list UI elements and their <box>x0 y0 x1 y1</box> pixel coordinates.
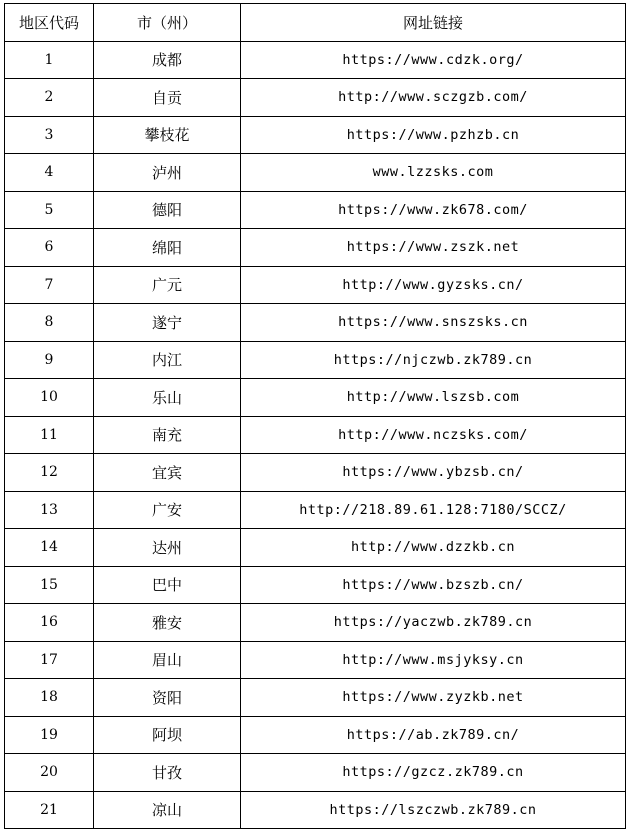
header-url: 网址链接 <box>241 4 626 42</box>
city-name-cell: 达州 <box>94 529 241 567</box>
region-code-cell: 18 <box>5 679 94 717</box>
table-row <box>5 529 626 567</box>
region-code-cell: 9 <box>5 341 94 379</box>
website-url-link[interactable]: http://www.msjyksy.cn <box>241 641 626 679</box>
region-code-cell: 4 <box>5 154 94 192</box>
region-code-cell: 8 <box>5 304 94 342</box>
region-code-cell: 15 <box>5 566 94 604</box>
city-name-cell: 广元 <box>94 266 241 304</box>
website-url-link[interactable]: http://www.nczsks.com/ <box>241 416 626 454</box>
website-url-link[interactable]: http://www.lszsb.com <box>241 379 626 417</box>
region-code-cell: 16 <box>5 604 94 642</box>
website-url-link[interactable]: https://gzcz.zk789.cn <box>241 754 626 792</box>
table-row <box>5 566 626 604</box>
table-row <box>5 341 626 379</box>
table-row <box>5 379 626 417</box>
website-url-link[interactable]: http://www.gyzsks.cn/ <box>241 266 626 304</box>
region-code-cell: 10 <box>5 379 94 417</box>
table-row <box>5 116 626 154</box>
table-row <box>5 229 626 267</box>
city-name-cell: 绵阳 <box>94 229 241 267</box>
region-url-table <box>4 3 626 829</box>
table-row <box>5 266 626 304</box>
city-name-cell: 巴中 <box>94 566 241 604</box>
city-name-cell: 自贡 <box>94 79 241 117</box>
table-row <box>5 416 626 454</box>
region-code-cell: 20 <box>5 754 94 792</box>
table-row <box>5 79 626 117</box>
table-row <box>5 754 626 792</box>
table-row <box>5 791 626 829</box>
website-url-link[interactable]: http://218.89.61.128:7180/SCCZ/ <box>241 491 626 529</box>
region-code-cell: 13 <box>5 491 94 529</box>
region-code-cell: 2 <box>5 79 94 117</box>
website-url-link[interactable]: https://ab.zk789.cn/ <box>241 716 626 754</box>
table-body <box>5 41 626 829</box>
city-name-cell: 眉山 <box>94 641 241 679</box>
website-url-link[interactable]: https://www.cdzk.org/ <box>241 41 626 79</box>
website-url-link[interactable]: https://www.zszk.net <box>241 229 626 267</box>
region-code-cell: 5 <box>5 191 94 229</box>
city-name-cell: 德阳 <box>94 191 241 229</box>
table-row <box>5 454 626 492</box>
table-row <box>5 604 626 642</box>
city-name-cell: 乐山 <box>94 379 241 417</box>
table-row <box>5 491 626 529</box>
region-code-cell: 3 <box>5 116 94 154</box>
city-name-cell: 泸州 <box>94 154 241 192</box>
website-url-link[interactable]: https://yaczwb.zk789.cn <box>241 604 626 642</box>
website-url-link[interactable]: https://www.ybzsb.cn/ <box>241 454 626 492</box>
website-url-link[interactable]: http://www.sczgzb.com/ <box>241 79 626 117</box>
table-row <box>5 191 626 229</box>
region-code-cell: 12 <box>5 454 94 492</box>
table-row <box>5 716 626 754</box>
city-name-cell: 资阳 <box>94 679 241 717</box>
city-name-cell: 遂宁 <box>94 304 241 342</box>
website-url-link[interactable]: https://www.bzszb.cn/ <box>241 566 626 604</box>
region-code-cell: 6 <box>5 229 94 267</box>
table-row <box>5 154 626 192</box>
region-code-cell: 11 <box>5 416 94 454</box>
city-name-cell: 成都 <box>94 41 241 79</box>
city-name-cell: 攀枝花 <box>94 116 241 154</box>
table-row <box>5 41 626 79</box>
table-row <box>5 679 626 717</box>
table-row <box>5 641 626 679</box>
city-name-cell: 阿坝 <box>94 716 241 754</box>
website-url-link[interactable]: https://www.pzhzb.cn <box>241 116 626 154</box>
header-region-code: 地区代码 <box>5 4 94 42</box>
region-code-cell: 19 <box>5 716 94 754</box>
website-url-link[interactable]: www.lzzsks.com <box>241 154 626 192</box>
website-url-link[interactable]: https://www.zyzkb.net <box>241 679 626 717</box>
city-name-cell: 甘孜 <box>94 754 241 792</box>
city-name-cell: 凉山 <box>94 791 241 829</box>
region-code-cell: 17 <box>5 641 94 679</box>
region-code-cell: 21 <box>5 791 94 829</box>
website-url-link[interactable]: https://lszczwb.zk789.cn <box>241 791 626 829</box>
website-url-link[interactable]: https://www.snszsks.cn <box>241 304 626 342</box>
city-name-cell: 南充 <box>94 416 241 454</box>
header-city: 市（州） <box>94 4 241 42</box>
city-name-cell: 内江 <box>94 341 241 379</box>
region-code-cell: 7 <box>5 266 94 304</box>
region-code-cell: 1 <box>5 41 94 79</box>
table-row <box>5 304 626 342</box>
table-header-row <box>5 4 626 42</box>
region-code-cell: 14 <box>5 529 94 567</box>
city-name-cell: 广安 <box>94 491 241 529</box>
city-name-cell: 宜宾 <box>94 454 241 492</box>
website-url-link[interactable]: http://www.dzzkb.cn <box>241 529 626 567</box>
website-url-link[interactable]: https://njczwb.zk789.cn <box>241 341 626 379</box>
city-name-cell: 雅安 <box>94 604 241 642</box>
website-url-link[interactable]: https://www.zk678.com/ <box>241 191 626 229</box>
